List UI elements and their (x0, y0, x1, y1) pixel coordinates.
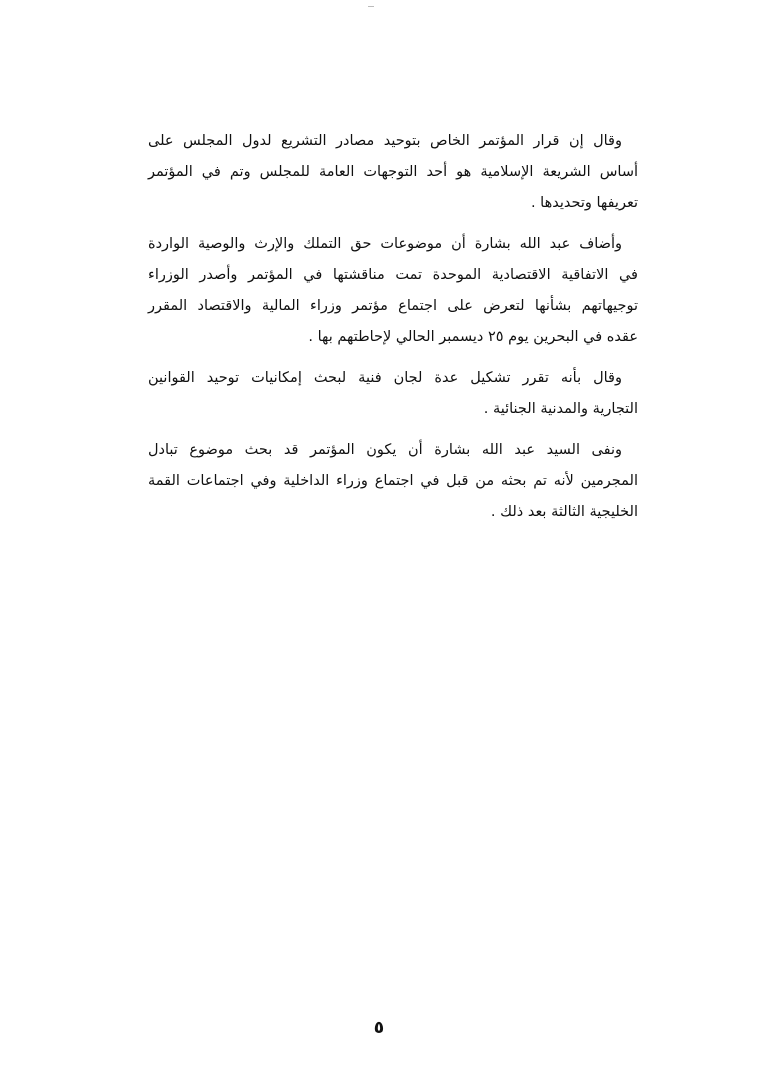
text-line: وقال إن قرار المؤتمر الخاص بتوحيد مصادر التشريع لدول المجلس على (148, 133, 622, 149)
text-line: وأضاف عبد الله بشارة أن موضوعات حق التملك والإرث والوصية الواردة (148, 236, 622, 252)
paragraph-4 (148, 435, 638, 528)
text-line: الخليجية الثالثة بعد ذلك . (490, 504, 638, 520)
text-line: التجارية والمدنية الجنائية . (483, 401, 638, 417)
page-number: ٥ (373, 1018, 385, 1038)
text-line: توجيهاتهم بشأنها لتعرض على اجتماع مؤتمر وزراء المالية والاقتصاد المقرر (148, 298, 638, 314)
document-body (148, 126, 638, 538)
text-line: ونفى السيد عبد الله بشارة أن يكون المؤتمر قد بحث موضوع تبادل (148, 442, 622, 458)
text-line: عقده في البحرين يوم ٢٥ ديسمبر الحالي لإحاطتهم بها . (308, 329, 638, 345)
paragraph-1 (148, 126, 638, 219)
text-line: وقال بأنه تقرر تشكيل عدة لجان فنية لبحث إمكانيات توحيد القوانين (148, 370, 622, 386)
scan-mark (368, 6, 374, 7)
paragraph-2 (148, 229, 638, 353)
text-line: في الاتفاقية الاقتصادية الموحدة تمت مناقشتها في المؤتمر وأصدر الوزراء (148, 267, 638, 283)
text-line: تعريفها وتحديدها . (530, 195, 638, 211)
text-line: أساس الشريعة الإسلامية هو أحد التوجهات العامة للمجلس وتم في المؤتمر (148, 164, 638, 180)
paragraph-3 (148, 363, 638, 425)
text-line: المجرمين لأنه تم بحثه من قبل في اجتماع وزراء الداخلية وفي اجتماعات القمة (148, 473, 638, 489)
